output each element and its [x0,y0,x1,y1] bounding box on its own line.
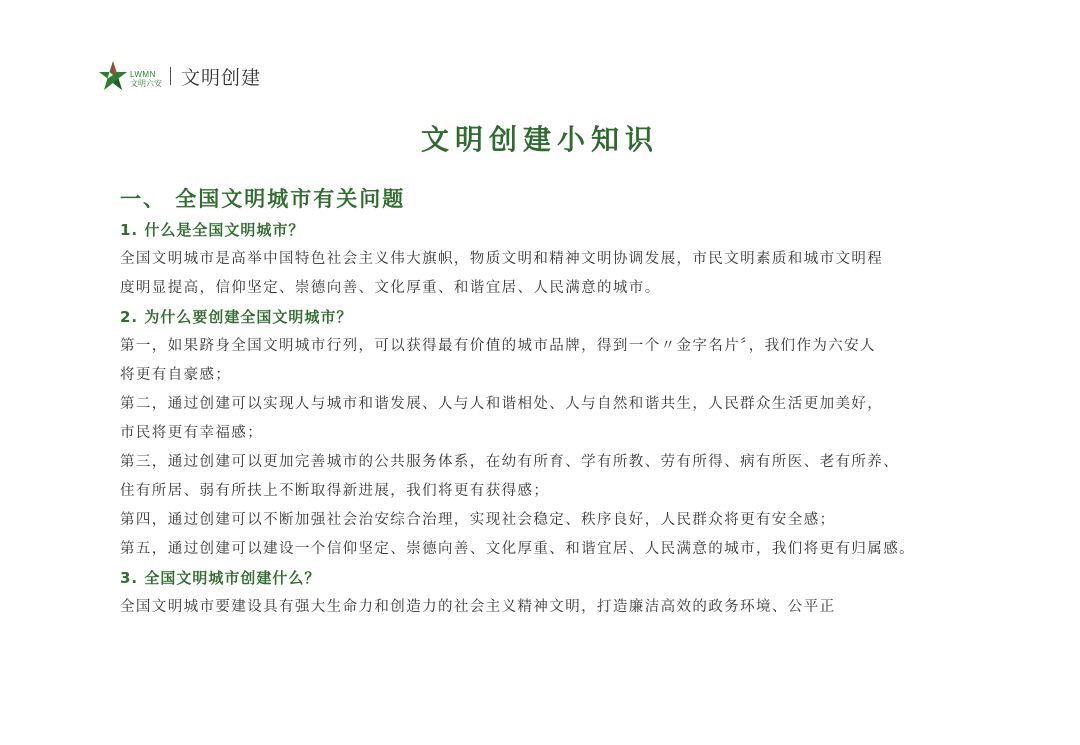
paragraph-line: 将更有自豪感； [120,367,232,383]
brand-title: 文明创建 [181,66,262,89]
star-logo-icon [98,59,128,93]
question-2-title: 2. 为什么要创建全国文明城市？ [120,308,353,326]
logo [98,59,162,93]
question-3-title: 3. 全国文明城市创建什么？ [120,569,321,587]
paragraph-line: 第二，通过创建可以实现人与城市和谐发展、人与人和谐相处、人与自然和谐共生，人民群众生活更加美好， [120,396,884,412]
header [98,56,261,96]
document-body [120,182,1000,622]
paragraph-line: 第一，如果跻身全国文明城市行列，可以获得最有价值的城市品牌，得到一个〃金字名片〞，我们作为六安人 [120,338,876,354]
paragraph-line: 度明显提高，信仰坚定、崇德向善、文化厚重、和谐宜居、人民满意的城市。 [120,280,661,296]
paragraph-line: 住有所居、弱有所扶上不断取得新进展，我们将更有获得感； [120,483,550,499]
paragraph-line: 全国文明城市是高举中国特色社会主义伟大旗帜，物质文明和精神文明协调发展，市民文明素质和城市文明程 [120,251,884,267]
header-divider [170,67,171,85]
logo-cn-text: 文明六安 [130,79,162,88]
paragraph-line: 第五，通过创建可以建设一个信仰坚定、崇德向善、文化厚重、和谐宜居、人民满意的城市，我们将更有归属感。 [120,541,915,557]
section-heading: 一、 全国文明城市有关问题 [120,187,406,211]
paragraph-line: 第四，通过创建可以不断加强社会治安综合治理，实现社会稳定、秩序良好，人民群众将更有安全感； [120,512,836,528]
question-1-title: 1. 什么是全国文明城市？ [120,221,305,239]
paragraph-line: 全国文明城市要建设具有强大生命力和创造力的社会主义精神文明，打造廉洁高效的政务环境、公平正 [120,599,836,615]
paragraph-line: 第三，通过创建可以更加完善城市的公共服务体系，在幼有所育、学有所教、劳有所得、病有所医、老有所养、 [120,454,900,470]
logo-en-text: LWMN [130,70,156,79]
paragraph-line: 市民将更有幸福感； [120,425,264,441]
document-title: 文明创建小知识 [420,123,659,156]
